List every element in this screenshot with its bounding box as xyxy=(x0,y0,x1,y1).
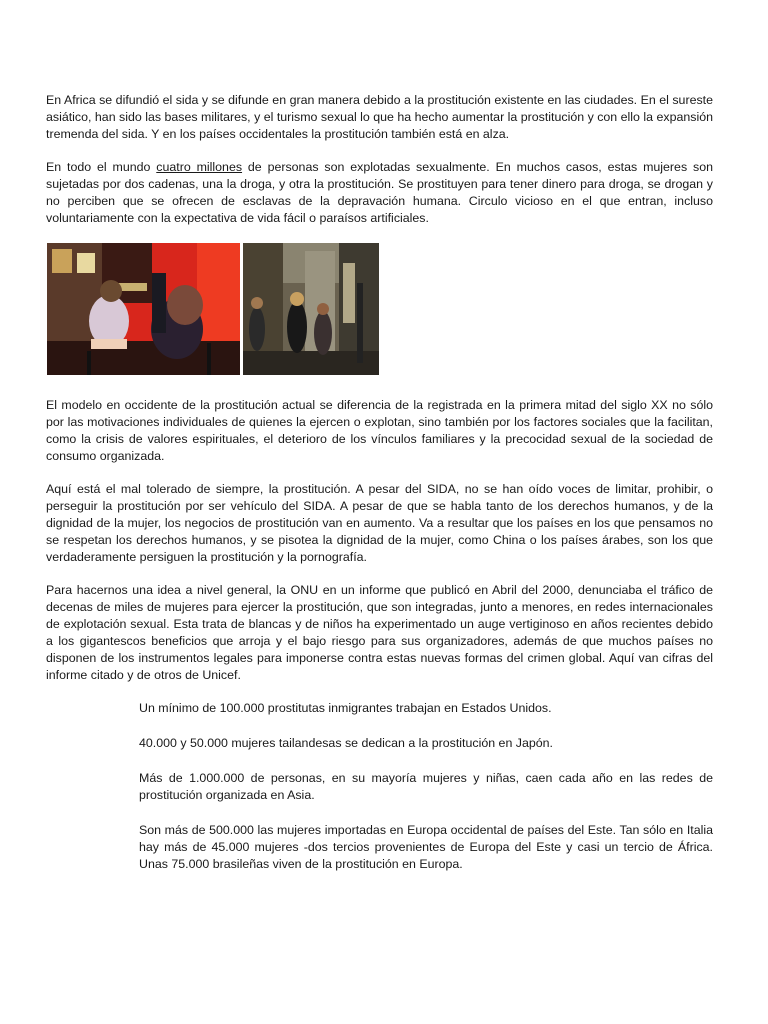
paragraph-onu-report: Para hacernos una idea a nivel general, la ONU en un informe que publicó en Abril del 2000, denunciaba el tráfico de decenas de miles de mujeres para ejercer la prostitución, que son integradas, junto a menores, en redes internacionales de explotación sexual. Esta trata de blancas y de niños ha experimentado un auge vertiginoso en años recientes debido a los gigantescos beneficios que arroja y el bajo riesgo para sus organizadores, además de que muchos países no disponen de los instrumentos legales para imponerse contra estas nuevas formas del crimen global. Aquí van cifras del informe citado y de otros de Unicef. xyxy=(46,583,713,682)
paragraph-tolerated: Aquí está el mal tolerado de siempre, la prostitución. A pesar del SIDA, no se han oído voces de limitar, prohibir, o perseguir la prostitución por ser vehículo del SIDA. A pesar de que se habla tanto de los derechos humanos, y de la dignidad de la mujer, los negocios de prostitución van en aumento. Va a resultar que los países en los que pensamos no se respetan los derechos humanos, y se pisotea la dignidad de la mujer, como China o los países árabes, son los que verdaderamente persiguen la prostitución y la pornografía. xyxy=(46,482,713,564)
paragraph-worldwide-end: de personas son explotadas sexualmente. En muchos casos, estas mujeres son sujetadas por dos cadenas, una la droga, y otra la prostitución. Se prostituyen para tener dinero para droga, se drogan y no perciben que se ofrecen de esclavas de la depravación humana. Circulo vicioso en el que entran, incluso voluntariamente con la expectativa de vida fácil o paraísos artificiales. xyxy=(46,160,713,225)
paragraph-worldwide-start: En todo el mundo xyxy=(46,160,157,174)
figure-item: Un mínimo de 100.000 prostitutas inmigrantes trabajan en Estados Unidos. xyxy=(139,701,552,715)
paragraph-africa: En Africa se difundió el sida y se difunde en gran manera debido a la prostitución existente en las ciudades. En el sureste asiático, han sido las bases militares, y el turismo sexual lo que ha hecho aumentar la prostitución y con ello la expansión tremenda del sida. Y en los países occidentales la prostitución también está en alza. xyxy=(46,93,713,141)
figure-item: Son más de 500.000 las mujeres importadas en Europa occidental de países del Este. Tan sólo en Italia hay más de 45.000 mujeres -dos tercios provenientes de Europa del Este y casi un tercio de África. Unas 75.000 brasileñas viven de la prostitución en Europa. xyxy=(139,823,713,871)
document-body xyxy=(46,92,713,891)
cuatro-millones-link[interactable]: cuatro millones xyxy=(156,160,243,174)
figures-list xyxy=(139,700,713,873)
figure-item: 40.000 y 50.000 mujeres tailandesas se dedican a la prostitución en Japón. xyxy=(139,736,553,750)
photo-bar-women xyxy=(47,243,240,375)
photo-row xyxy=(47,243,713,375)
figure-item: Más de 1.000.000 de personas, en su mayoría mujeres y niñas, caen cada año en las redes de prostitución organizada en Asia. xyxy=(139,771,713,802)
paragraph-worldwide xyxy=(46,159,713,227)
photo-street-women xyxy=(243,243,379,375)
paragraph-western-model: El modelo en occidente de la prostitución actual se diferencia de la registrada en la primera mitad del siglo XX no sólo por las motivaciones individuales de quienes la ejercen o explotan, sino también por los factores sociales que la facilitan, como la crisis de valores espirituales, el deterioro de los vínculos familiares y la precocidad sexual de la sociedad de consumo organizada. xyxy=(46,398,713,463)
